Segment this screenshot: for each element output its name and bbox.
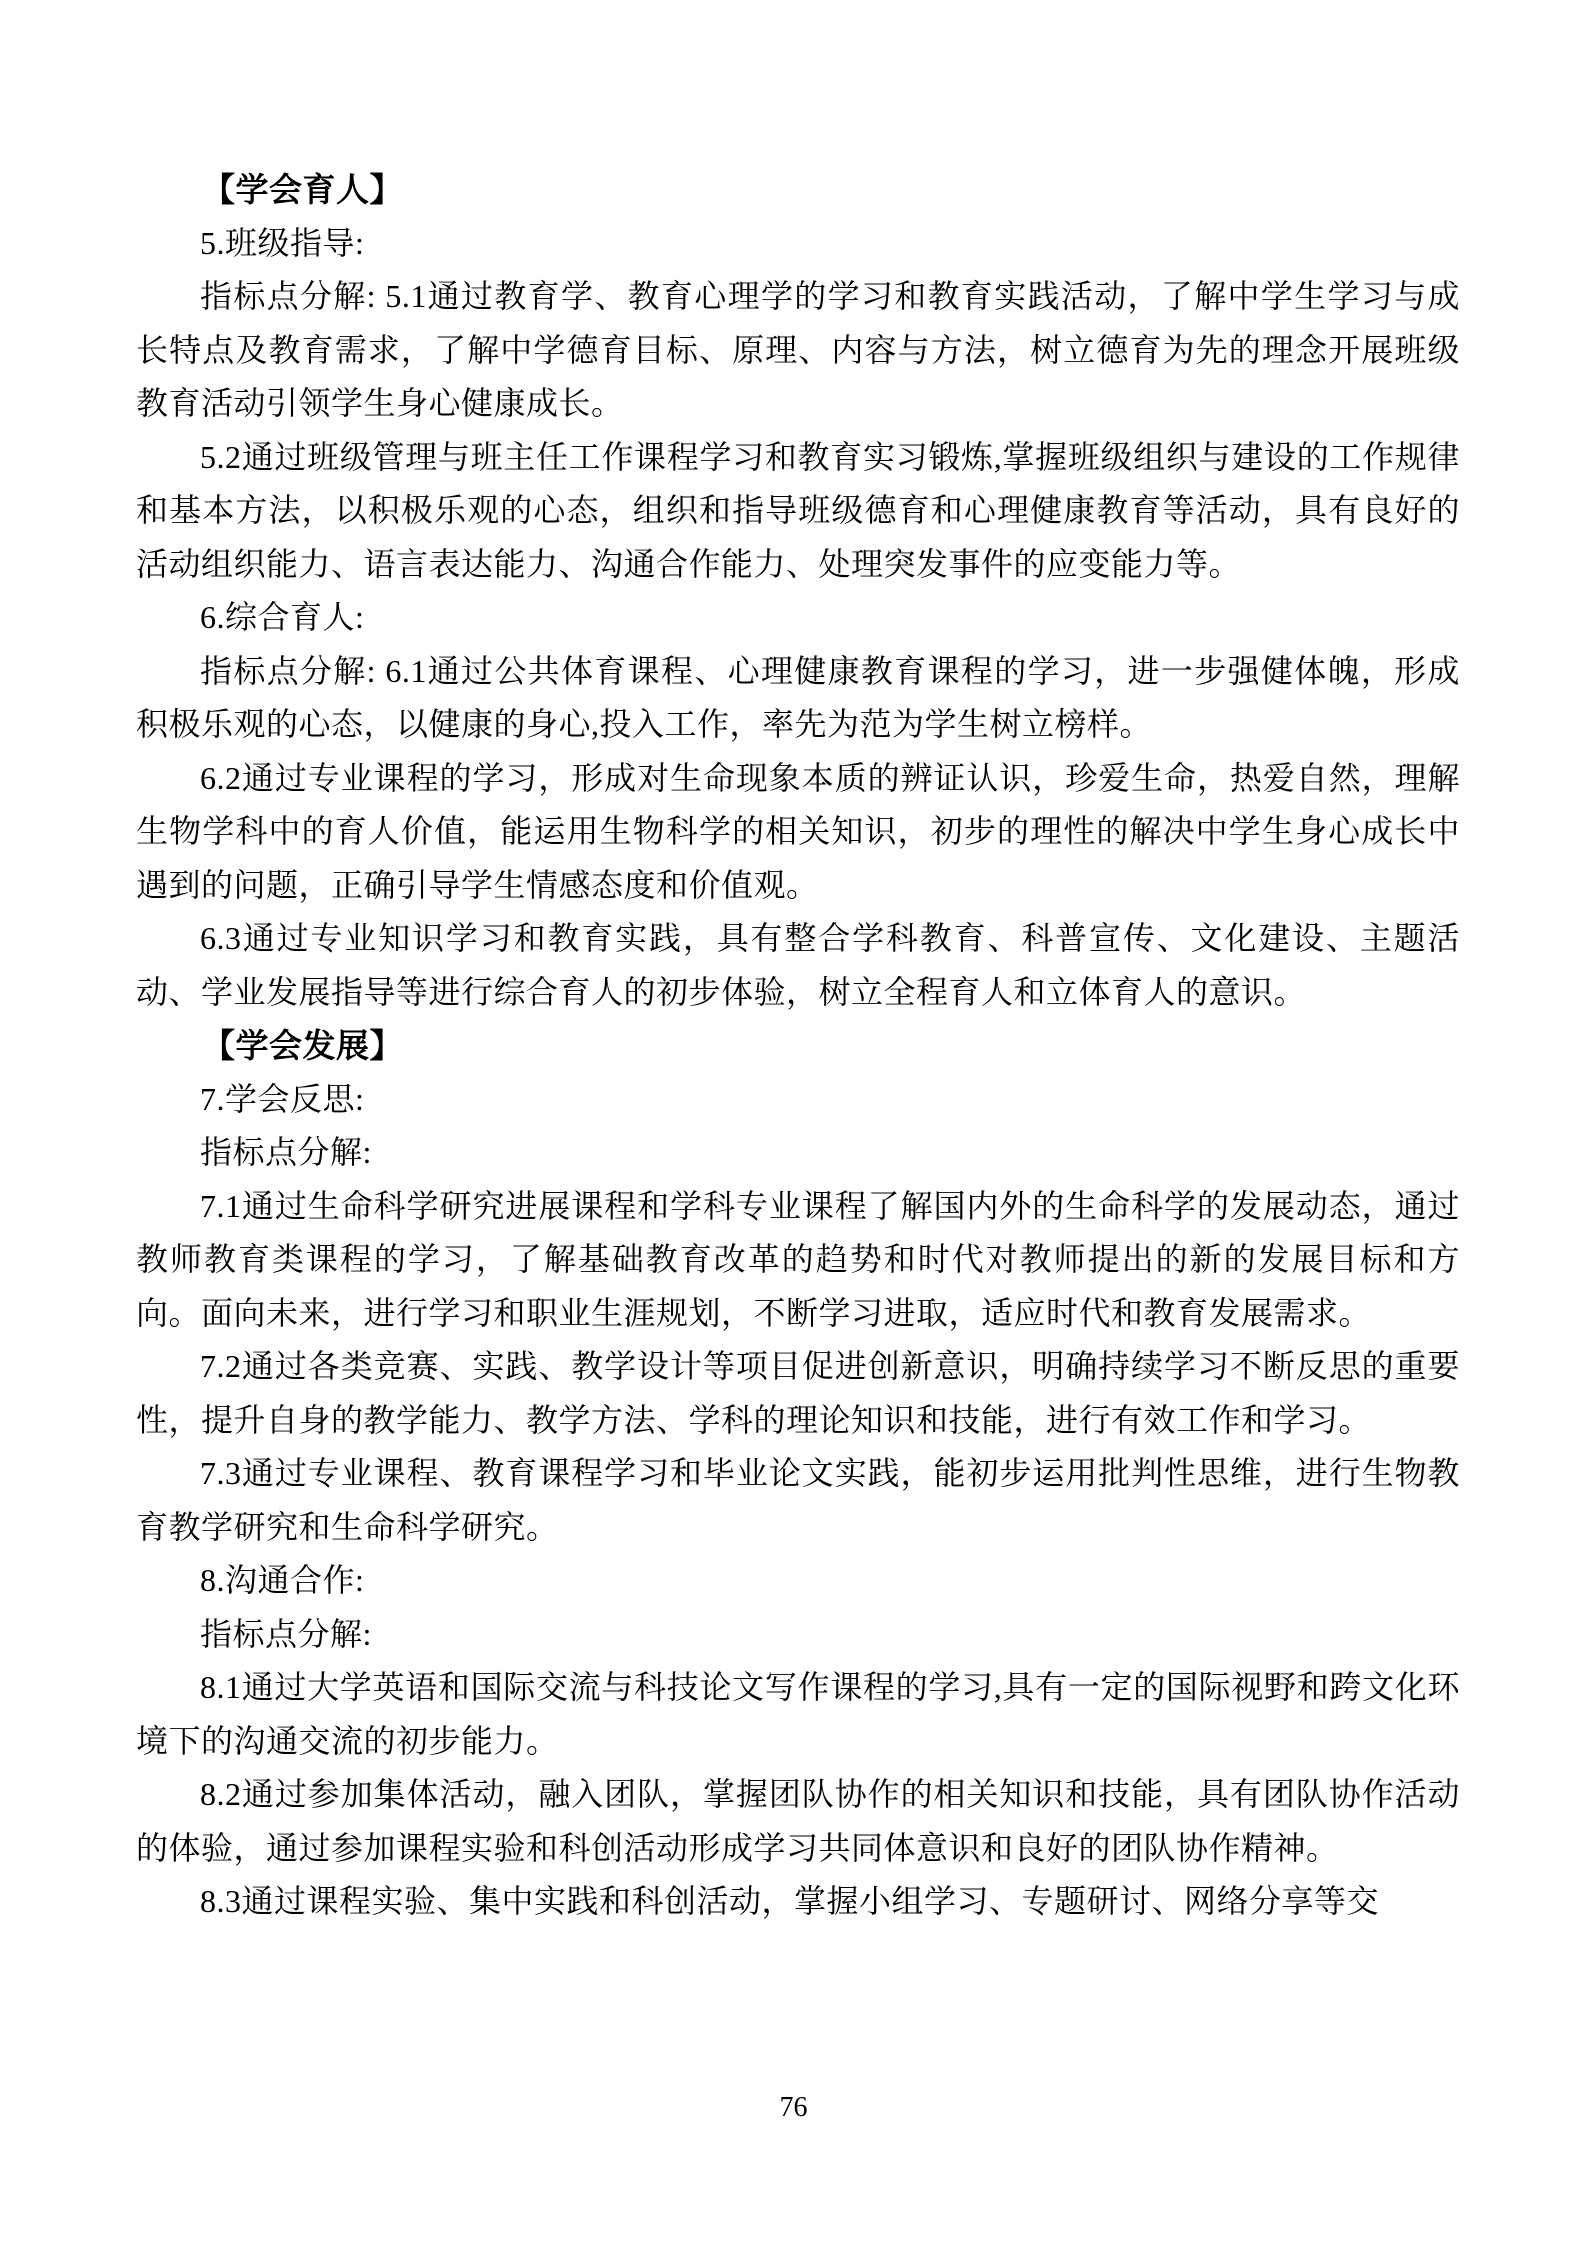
paragraph-8-2: 8.2通过参加集体活动，融入团队，掌握团队协作的相关知识和技能，具有团队协作活动的体验，通过参加课程实验和科创活动形成学习共同体意识和良好的团队协作精神。 bbox=[136, 1776, 1460, 1866]
page-number: 76 bbox=[779, 2092, 808, 2123]
paragraph-7-1: 7.1通过生命科学研究进展课程和学科专业课程了解国内外的生命科学的发展动态，通过教师教育类课程的学习，了解基础教育改革的趋势和时代对教师提出的新的发展目标和方向。面向未来，进行学习和职业生涯规划，不断学习进取，适应时代和教育发展需求。 bbox=[136, 1187, 1460, 1331]
paragraph-7-title: 7.学会反思: bbox=[200, 1080, 365, 1117]
paragraph-6-2: 6.2通过专业课程的学习，形成对生命现象本质的辨证认识，珍爱生命，热爱自然，理解生物学科中的育人价值，能运用生物科学的相关知识，初步的理性的解决中学生身心成长中遇到的问题，正确引导学生情感态度和价值观。 bbox=[136, 759, 1460, 903]
paragraph-5-1: 指标点分解: 5.1通过教育学、教育心理学的学习和教育实践活动，了解中学生学习与成长特点及教育需求，了解中学德育目标、原理、内容与方法，树立德育为先的理念开展班级教育活动引领学生身心健康成长。 bbox=[136, 278, 1460, 421]
section-heading-yuren: 【学会育人】 bbox=[202, 171, 403, 208]
paragraph-6-title: 6.综合育人: bbox=[200, 599, 365, 635]
paragraph-8-title: 8.沟通合作: bbox=[200, 1562, 365, 1598]
document-body bbox=[136, 163, 1460, 1929]
paragraph-5-title: 5.班级指导: bbox=[200, 224, 365, 261]
section-heading-fazhan: 【学会发展】 bbox=[202, 1027, 403, 1064]
paragraph-6-3: 6.3通过专业知识学习和教育实践，具有整合学科教育、科普宣传、文化建设、主题活动、学业发展指导等进行综合育人的初步体验，树立全程育人和立体育人的意识。 bbox=[136, 920, 1460, 1010]
paragraph-8-1: 8.1通过大学英语和国际交流与科技论文写作课程的学习,具有一定的国际视野和跨文化环境下的沟通交流的初步能力。 bbox=[136, 1669, 1460, 1759]
paragraph-7-2: 7.2通过各类竞赛、实践、教学设计等项目促进创新意识，明确持续学习不断反思的重要性，提升自身的教学能力、教学方法、学科的理论知识和技能，进行有效工作和学习。 bbox=[136, 1348, 1460, 1438]
paragraph-5-2: 5.2通过班级管理与班主任工作课程学习和教育实习锻炼,掌握班级组织与建设的工作规律和基本方法，以积极乐观的心态，组织和指导班级德育和心理健康教育等活动，具有良好的活动组织能力、语言表达能力、沟通合作能力、处理突发事件的应变能力等。 bbox=[136, 438, 1460, 582]
paragraph-7-3: 7.3通过专业课程、教育课程学习和毕业论文实践，能初步运用批判性思维，进行生物教育教学研究和生命科学研究。 bbox=[136, 1455, 1460, 1545]
paragraph-8-indicator-label: 指标点分解: bbox=[200, 1615, 372, 1652]
paragraph-8-3: 8.3通过课程实验、集中实践和科创活动，掌握小组学习、专题研讨、网络分享等交 bbox=[200, 1883, 1380, 1919]
paragraph-6-1: 指标点分解: 6.1通过公共体育课程、心理健康教育课程的学习，进一步强健体魄，形成积极乐观的心态，以健康的身心,投入工作，率先为范为学生树立榜样。 bbox=[136, 652, 1460, 742]
paragraph-7-indicator-label: 指标点分解: bbox=[200, 1134, 372, 1170]
